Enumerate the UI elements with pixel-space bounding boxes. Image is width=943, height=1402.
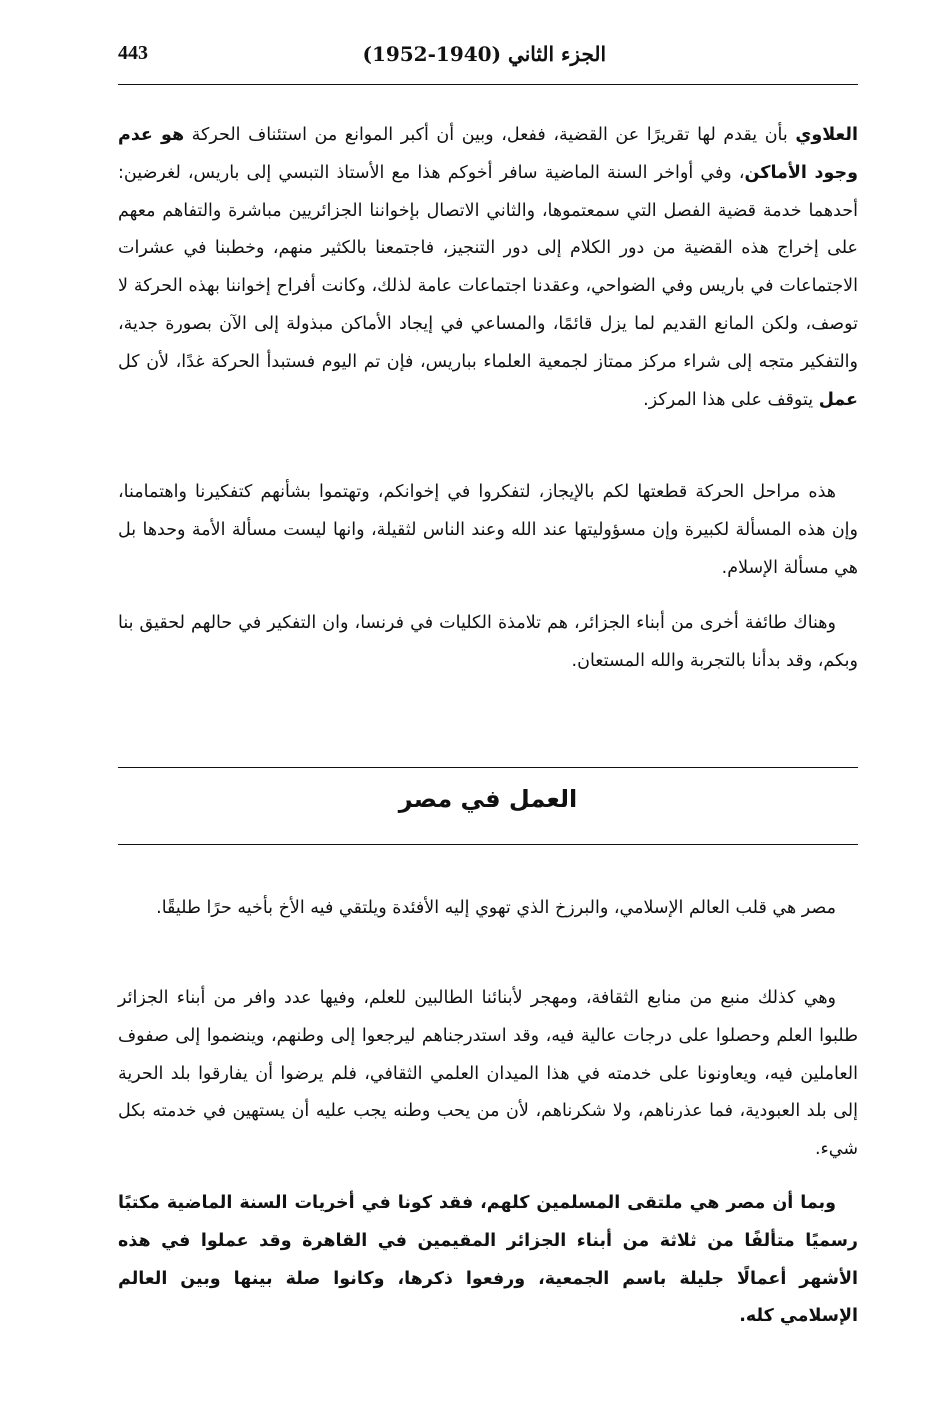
paragraph-students: وهناك طائفة أخرى من أبناء الجزائر، هم تلامذة الكليات في فرنسا، وان التفكير في حالهم لحقيق بنا وبكم، وقد بدأنا بالتجربة والله المستعان.	[118, 613, 858, 671]
bold-lead-word: العلاوي	[795, 125, 858, 145]
section-rule-top	[118, 767, 858, 768]
header-rule	[118, 84, 858, 85]
paragraph-continuation	[118, 117, 858, 419]
paragraph-egypt-culture: وهي كذلك منبع من منابع الثقافة، ومهجر لأبنائنا الطالبين للعلم، وفيها عدد وافر من أبناء الجزائر طلبوا العلم وحصلوا على درجات عالية فيه، وقد استدرجناهم ليرجعوا إلى وطنهم، وينضموا إلى صفوف العاملين فيه، ويعاونونا على خدمته في هذا الميدان العلمي الثقافي، فلم يرضوا أن يفارقوا بلد الحرية إلى بلد العبودية، فما عذرناهم، ولا شكرناهم، لأن من يحب وطنه يجب عليه أن يستهين في خدمته بكل شيء.	[118, 988, 858, 1160]
paragraph-stages: هذه مراحل الحركة قطعتها لكم بالإيجاز، لتفكروا في إخوانكم، وتهتموا بشأنهم كتفكيرنا واهتمامنا، وإن هذه المسألة لكبيرة وإن مسؤوليتها عند الله وعند الناس لثقيلة، وانها ليست مسألة الأمة وحدها بل هي مسألة الإسلام.	[118, 482, 858, 578]
page-number: 443	[118, 42, 148, 64]
bold-phrase: هو عدم وجود الأماكن	[118, 125, 858, 183]
section-rule-bottom	[118, 844, 858, 845]
paragraph-text: ، وفي أواخر السنة الماضية سافر أخوكم هذا مع الأستاذ التبسي إلى باريس، لغرضين: أحدهما خدمة قضية الفصل التي سمعتموها، والثاني الاتصال بإخواننا الجزائريين مباشرة والتفاهم معهم على إخراج هذه القضية من دور الكلام إلى دور التنجيز، فاجتمعنا بالكثير منهم، وخطبنا في عشرات الاجتماعات في باريس وفي الضواحي، وعقدنا اجتماعات عامة لذلك، وكانت أفراح إخواننا بهذه الحركة لا توصف، ولكن المانع القديم لما يزل قائمًا، والمساعي في إيجاد الأماكن مبذولة إلى الآن بصورة جدية، والتفكير متجه إلى شراء مركز ممتاز لجمعية العلماء بباريس، فإن تم اليوم فستبدأ الحركة غدًا، لأن كل	[118, 162, 858, 372]
bold-word: عمل	[818, 389, 858, 410]
paragraph-egypt-intro: مصر هي قلب العالم الإسلامي، والبرزخ الذي تهوي إليه الأفئدة ويلتقي فيه الأخ بأخيه حرًا طليقًا.	[156, 898, 836, 918]
running-head: الجزء الثاني (1940-1952)	[362, 42, 606, 66]
section-title: العمل في مصر	[398, 785, 578, 813]
paragraph-text: بأن يقدم لها تقريرًا عن القضية، ففعل، وبين أن أكبر الموانع من استئناف الحركة	[184, 125, 796, 145]
page-header	[118, 40, 856, 76]
paragraph-egypt-office: وبما أن مصر هي ملتقى المسلمين كلهم، فقد كونا في أخريات السنة الماضية مكتبًا رسميًا متألفًا من ثلاثة من أبناء الجزائر المقيمين في القاهرة وقد عملوا في هذه الأشهر أعمالًا جليلة باسم الجمعية، ورفعوا ذكرها، وكانوا صلة بينها وبين العالم الإسلامي كله.	[118, 1193, 858, 1327]
paragraph-text: يتوقف على هذا المركز.	[643, 389, 819, 410]
